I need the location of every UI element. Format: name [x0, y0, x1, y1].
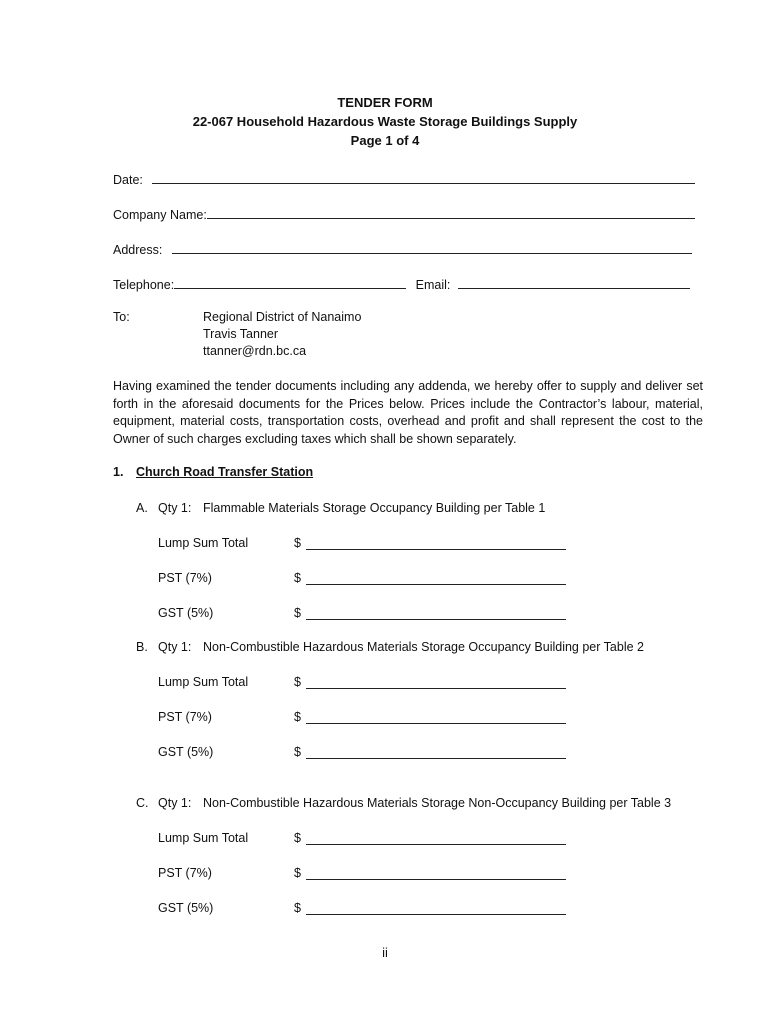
pst-field[interactable]	[306, 711, 566, 724]
lump-sum-field[interactable]	[306, 676, 566, 689]
email-field[interactable]	[458, 276, 690, 289]
dollar-sign: $	[294, 606, 301, 620]
telephone-field[interactable]	[174, 276, 406, 289]
dollar-sign: $	[294, 536, 301, 550]
telephone-row	[113, 276, 690, 292]
dollar-sign: $	[294, 710, 301, 724]
lump-sum-label: Lump Sum Total	[158, 675, 249, 689]
pst-label: PST (7%)	[158, 710, 212, 724]
email-label: Email:	[415, 278, 451, 292]
item-description: Flammable Materials Storage Occupancy Building per Table 1	[203, 501, 546, 515]
address-row	[113, 241, 692, 257]
dollar-sign: $	[294, 571, 301, 585]
pst-label: PST (7%)	[158, 866, 212, 880]
item-description: Non-Combustible Hazardous Materials Storage Occupancy Building per Table 2	[203, 640, 644, 654]
pst-field[interactable]	[306, 572, 566, 585]
intro-paragraph: Having examined the tender documents including any addenda, we hereby offer to supply and deliver set forth in the aforesaid documents for the Prices below. Prices include the Contractor’s labour, material, equipment, material costs, transportation costs, overhead and profit and shall represent the cost to the Owner of such charges excluding taxes which shall be shown separately.	[113, 379, 703, 446]
company-label: Company Name:	[113, 208, 207, 222]
item-description: Non-Combustible Hazardous Materials Storage Non-Occupancy Building per Table 3	[203, 796, 672, 810]
item-qty: Qty 1:	[158, 640, 192, 654]
recipient-email: ttanner@rdn.bc.ca	[203, 344, 307, 358]
dollar-sign: $	[294, 831, 301, 845]
dollar-sign: $	[294, 866, 301, 880]
item-qty: Qty 1:	[158, 796, 192, 810]
page-number: ii	[382, 945, 388, 960]
form-title: TENDER FORM	[337, 95, 433, 110]
gst-label: GST (5%)	[158, 901, 214, 915]
dollar-sign: $	[294, 675, 301, 689]
form-subtitle: 22-067 Household Hazardous Waste Storage Buildings Supply	[192, 114, 578, 129]
section-title: Church Road Transfer Station	[136, 465, 314, 479]
pst-field[interactable]	[306, 867, 566, 880]
date-field[interactable]	[152, 171, 695, 184]
lump-sum-field[interactable]	[306, 832, 566, 845]
pst-label: PST (7%)	[158, 571, 212, 585]
item-letter: B.	[136, 640, 148, 654]
gst-field[interactable]	[306, 902, 566, 915]
gst-field[interactable]	[306, 607, 566, 620]
gst-field[interactable]	[306, 746, 566, 759]
recipient-organization: Regional District of Nanaimo	[203, 310, 362, 324]
page-indicator: Page 1 of 4	[350, 133, 420, 148]
telephone-label: Telephone:	[113, 278, 175, 292]
item-letter: C.	[136, 796, 149, 810]
date-row	[113, 171, 695, 187]
address-field[interactable]	[172, 241, 692, 254]
item-letter: A.	[136, 501, 148, 515]
lump-sum-label: Lump Sum Total	[158, 536, 249, 550]
gst-label: GST (5%)	[158, 745, 214, 759]
gst-label: GST (5%)	[158, 606, 214, 620]
company-row	[113, 206, 695, 222]
date-label: Date:	[113, 173, 143, 187]
item-qty: Qty 1:	[158, 501, 192, 515]
lump-sum-label: Lump Sum Total	[158, 831, 249, 845]
recipient-name: Travis Tanner	[203, 327, 279, 341]
to-label: To:	[113, 310, 130, 324]
lump-sum-field[interactable]	[306, 537, 566, 550]
company-name-field[interactable]	[207, 206, 695, 219]
dollar-sign: $	[294, 901, 301, 915]
section-number: 1.	[113, 465, 124, 479]
address-label: Address:	[113, 243, 163, 257]
dollar-sign: $	[294, 745, 301, 759]
